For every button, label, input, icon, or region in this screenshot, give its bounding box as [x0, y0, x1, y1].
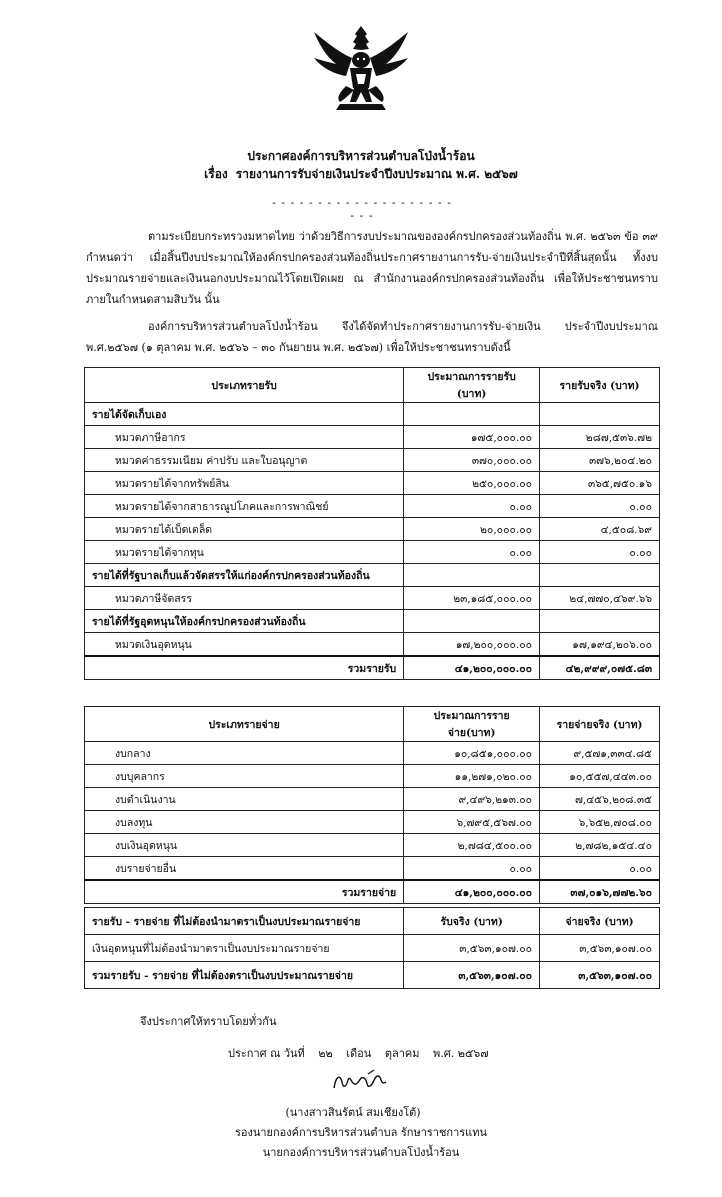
revenue-item-label: หมวดภาษีอากร: [85, 426, 404, 449]
revenue-header-estimate: ประมาณการรายรับ (บาท): [404, 368, 540, 403]
expense-item-label: งบเงินอุดหนุน: [85, 834, 404, 857]
revenue-group-label: รายได้ที่รัฐบาลเก็บแล้วจัดสรรให้แก่องค์กรปกครองส่วนท้องถิ่น: [85, 564, 404, 587]
date-day: ๒๒: [318, 1047, 333, 1060]
revenue-item-label: หมวดรายได้เบ็ดเตล็ด: [85, 518, 404, 541]
expense-estimate-cell: ๖,๗๙๕,๕๖๗.๐๐: [404, 811, 540, 834]
revenue-estimate-cell: [404, 564, 540, 587]
subject-text: รายงานการรับจ่ายเงินประจำปีงบประมาณ พ.ศ. ๒๕๖๗: [235, 167, 518, 181]
revenue-group-row: [85, 610, 660, 633]
revenue-table-body: [85, 403, 660, 657]
date-prefix: ประกาศ ณ วันที่: [228, 1047, 305, 1060]
revenue-item-label: หมวดเงินอุดหนุน: [85, 633, 404, 657]
non-budget-header-received: รับจริง (บาท): [404, 908, 540, 935]
divider-dashes: - - - - - - - - - - - - - - - - - - - - - - -: [272, 196, 452, 222]
expense-table-body: [85, 742, 660, 881]
revenue-actual-cell: [540, 403, 660, 426]
expense-item-label: งบลงทุน: [85, 811, 404, 834]
non-budget-header-type: รายรับ - รายจ่าย ที่ไม่ต้องนำมาตราเป็นงบประมาณรายจ่าย: [85, 908, 404, 935]
revenue-header-type: ประเภทรายรับ: [85, 368, 404, 403]
non-budget-row-received: ๓,๕๖๓,๑๐๗.๐๐: [404, 935, 540, 962]
expense-total-actual: ๓๗,๐๑๖,๗๗๒.๖๐: [540, 880, 660, 904]
revenue-table: [84, 367, 660, 680]
revenue-estimate-cell: ๒๕๐,๐๐๐.๐๐: [404, 472, 540, 495]
revenue-estimate-cell: ๑๗๕,๐๐๐.๐๐: [404, 426, 540, 449]
document-subject: [0, 165, 722, 184]
expense-item-row: [85, 742, 660, 765]
revenue-total-label: รวมรายรับ: [85, 656, 404, 680]
revenue-actual-cell: [540, 610, 660, 633]
non-budget-total-received: ๓,๕๖๓,๑๐๗.๐๐: [404, 962, 540, 989]
revenue-actual-cell: ๐.๐๐: [540, 541, 660, 564]
revenue-item-row: [85, 495, 660, 518]
non-budget-total-row: [85, 962, 660, 989]
revenue-item-label: หมวดภาษีจัดสรร: [85, 587, 404, 610]
paragraph-1: [86, 226, 658, 310]
garuda-emblem-icon: [310, 22, 412, 118]
revenue-actual-cell: ๐.๐๐: [540, 495, 660, 518]
paragraph-2-text: องค์การบริหารส่วนตำบลโป่งน้ำร้อน จึงได้จัดทำประกาศรายงานการรับ-จ่ายเงิน ประจำปีงบประมาณ พ.ศ.๒๕๖๗ (๑ ตุลาคม พ.ศ. ๒๕๖๖ – ๓๐ กันยายน พ.ศ. ๒๕๖๗) เพื่อให้ประชาชนทราบดังนี้: [86, 320, 658, 354]
signer-title-2: นายกองค์การบริหารส่วนตำบลโป่งน้ำร้อน: [262, 1146, 460, 1159]
revenue-item-label: หมวดรายได้จากสาธารณูปโภคและการพาณิชย์: [85, 495, 404, 518]
revenue-actual-cell: ๓๖๕,๗๕๐.๑๖: [540, 472, 660, 495]
revenue-item-row: [85, 518, 660, 541]
revenue-item-row: [85, 472, 660, 495]
date-month: ตุลาคม: [384, 1047, 420, 1060]
revenue-item-row: [85, 541, 660, 564]
non-budget-row-paid: ๓,๕๖๓,๑๐๗.๐๐: [540, 935, 660, 962]
revenue-group-label: รายได้จัดเก็บเอง: [85, 403, 404, 426]
revenue-actual-cell: ๒๘๗,๕๓๖.๗๒: [540, 426, 660, 449]
revenue-item-label: หมวดรายได้จากทุน: [85, 541, 404, 564]
expense-item-label: งบบุคลากร: [85, 765, 404, 788]
expense-total-label: รวมรายจ่าย: [85, 880, 404, 904]
revenue-item-row: [85, 449, 660, 472]
expense-item-label: งบรายจ่ายอื่น: [85, 857, 404, 881]
signer-title-1: รองนายกองค์การบริหารส่วนตำบล รักษาราชการแทน: [234, 1126, 488, 1139]
revenue-estimate-cell: ๒๐,๐๐๐.๐๐: [404, 518, 540, 541]
expense-estimate-cell: ๒,๗๘๔,๕๐๐.๐๐: [404, 834, 540, 857]
revenue-estimate-cell: ๓๗๐,๐๐๐.๐๐: [404, 449, 540, 472]
expense-actual-cell: ๐.๐๐: [540, 857, 660, 881]
revenue-group-row: [85, 564, 660, 587]
revenue-estimate-cell: ๒๓,๑๘๕,๐๐๐.๐๐: [404, 587, 540, 610]
revenue-total-actual: ๔๒,๙๙๙,๐๗๕.๘๓: [540, 656, 660, 680]
non-budget-total-paid: ๓,๕๖๓,๑๐๗.๐๐: [540, 962, 660, 989]
paragraph-1-text: ตามระเบียบกระทรวงมหาดไทย ว่าด้วยวิธีการงบประมาณขององค์กรปกครองส่วนท้องถิ่น พ.ศ. ๒๕๖๓ ข้อ ๓๙ กำหนดว่า เมื่อสิ้นปีงบประมาณให้องค์กรปกครองส่วนท้องถิ่นประกาศรายงานการรับ-จ่ายเงินประจำปีที่สิ้นสุดนั้น ทั้งงบประมาณรายจ่ายและเงินนอกงบประมาณไว้โดยเปิดเผย ณ สำนักงานองค์กรปกครองส่วนท้องถิ่น เพื่อให้ประชาชนทราบภายในกำหนดสามสิบวัน นั้น: [86, 230, 658, 306]
non-budget-header-paid: จ่ายจริง (บาท): [540, 908, 660, 935]
expense-actual-cell: ๗,๔๕๖,๒๐๘.๓๕: [540, 788, 660, 811]
revenue-estimate-cell: [404, 403, 540, 426]
revenue-estimate-cell: ๑๗,๒๐๐,๐๐๐.๐๐: [404, 633, 540, 657]
non-budget-row: [85, 935, 660, 962]
revenue-item-row: [85, 633, 660, 657]
date-year: พ.ศ. ๒๕๖๗: [432, 1047, 489, 1060]
expense-estimate-cell: ๐.๐๐: [404, 857, 540, 881]
expense-total-estimate: ๔๑,๒๐๐,๐๐๐.๐๐: [404, 880, 540, 904]
expense-item-label: งบดำเนินงาน: [85, 788, 404, 811]
expense-item-row: [85, 857, 660, 881]
date-month-label: เดือน: [346, 1047, 372, 1060]
expense-header-estimate: ประมาณการรายจ่าย(บาท): [404, 707, 540, 742]
handwritten-signature-icon: [330, 1068, 390, 1096]
revenue-group-row: [85, 403, 660, 426]
revenue-actual-cell: [540, 564, 660, 587]
subject-label: เรื่อง: [204, 167, 228, 181]
revenue-total-row: [85, 656, 660, 680]
closing-statement: จึงประกาศให้ทราบโดยทั่วกัน: [140, 1015, 277, 1028]
revenue-actual-cell: ๑๗,๑๙๔,๒๐๖.๐๐: [540, 633, 660, 657]
revenue-estimate-cell: ๐.๐๐: [404, 541, 540, 564]
revenue-total-estimate: ๔๑,๒๐๐,๐๐๐.๐๐: [404, 656, 540, 680]
expense-item-row: [85, 811, 660, 834]
document-title: ประกาศองค์การบริหารส่วนตำบลโป่งน้ำร้อน: [247, 149, 475, 163]
expense-item-row: [85, 788, 660, 811]
announcement-date: [228, 1044, 499, 1062]
revenue-estimate-cell: [404, 610, 540, 633]
revenue-actual-cell: ๓๗๖,๒๐๔.๒๐: [540, 449, 660, 472]
revenue-header-actual: รายรับจริง (บาท): [540, 368, 660, 403]
revenue-group-label: รายได้ที่รัฐอุดหนุนให้องค์กรปกครองส่วนท้องถิ่น: [85, 610, 404, 633]
expense-estimate-cell: ๑๐,๘๕๑,๐๐๐.๐๐: [404, 742, 540, 765]
expense-actual-cell: ๒,๗๘๒,๑๕๔.๔๐: [540, 834, 660, 857]
revenue-item-row: [85, 426, 660, 449]
non-budget-total-label: รวมรายรับ - รายจ่าย ที่ไม่ต้องตราเป็นงบประมาณรายจ่าย: [85, 962, 404, 989]
expense-actual-cell: ๙,๕๗๑,๓๓๔.๘๕: [540, 742, 660, 765]
non-budget-row-label: เงินอุดหนุนที่ไม่ต้องนำมาตราเป็นงบประมาณรายจ่าย: [85, 935, 404, 962]
non-budget-table: [84, 907, 660, 989]
revenue-actual-cell: ๒๔,๗๗๐,๔๖๙.๖๖: [540, 587, 660, 610]
expense-header-type: ประเภทรายจ่าย: [85, 707, 404, 742]
expense-table: [84, 706, 660, 904]
revenue-actual-cell: ๔,๕๐๘.๖๙: [540, 518, 660, 541]
revenue-item-label: หมวดรายได้จากทรัพย์สิน: [85, 472, 404, 495]
expense-actual-cell: ๖,๖๕๒,๗๐๘.๐๐: [540, 811, 660, 834]
revenue-item-label: หมวดค่าธรรมเนียม ค่าปรับ และใบอนุญาต: [85, 449, 404, 472]
expense-item-row: [85, 765, 660, 788]
expense-estimate-cell: ๑๑,๒๗๑,๐๒๐.๐๐: [404, 765, 540, 788]
paragraph-2: [86, 316, 658, 358]
expense-item-row: [85, 834, 660, 857]
revenue-estimate-cell: ๐.๐๐: [404, 495, 540, 518]
expense-estimate-cell: ๙,๔๙๖,๒๑๓.๐๐: [404, 788, 540, 811]
revenue-item-row: [85, 587, 660, 610]
signer-name: (นางสาวสินรัตน์ สมเชียงโต้): [285, 1106, 421, 1119]
expense-header-actual: รายจ่ายจริง (บาท): [540, 707, 660, 742]
expense-item-label: งบกลาง: [85, 742, 404, 765]
expense-total-row: [85, 880, 660, 904]
expense-actual-cell: ๑๐,๕๕๗,๔๔๓.๐๐: [540, 765, 660, 788]
